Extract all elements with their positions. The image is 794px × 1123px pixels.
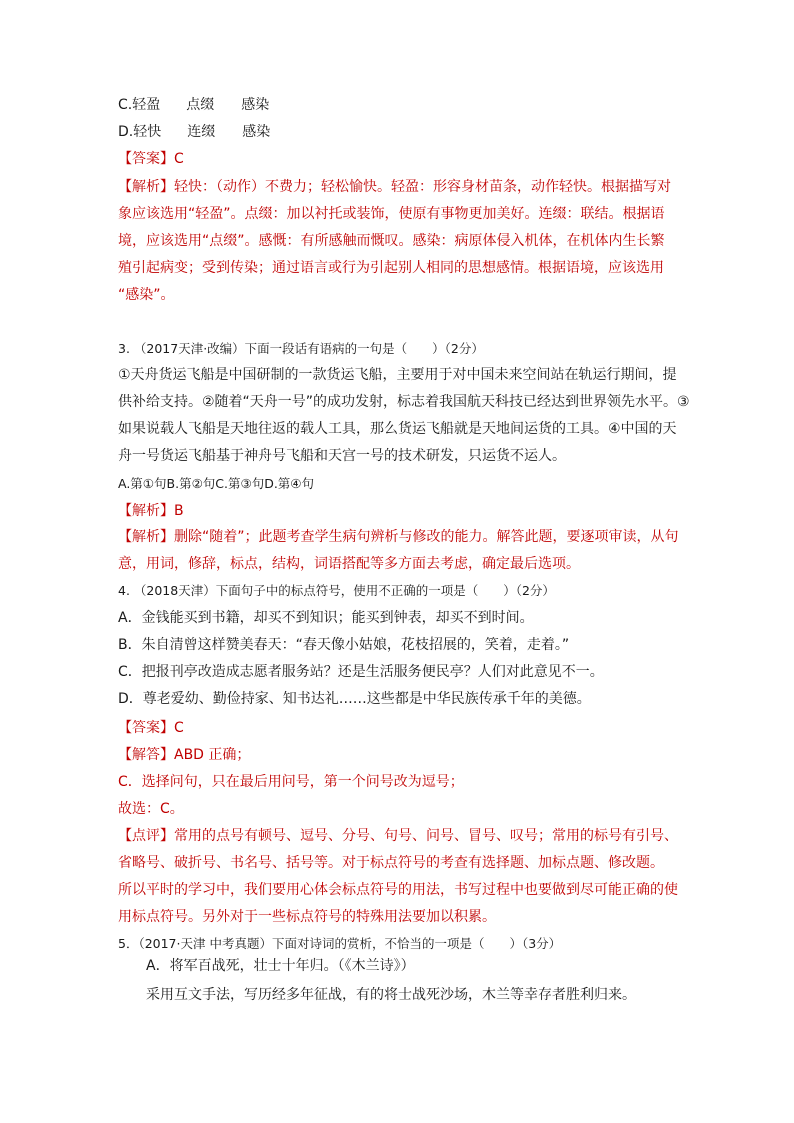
q3-stem: 3. （2017天津·改编）下面一段话有语病的一句是（ ）（2分） <box>118 341 484 356</box>
q2-analysis-line-3: 境，应该选用“点缀”。感慨：有所感触而慨叹。感染：病原体侵入机体，在机体内生长繁 <box>118 233 665 249</box>
q3-passage-line-3: 如果说载人飞船是天地往返的载人工具，那么货运飞船就是天地间运货的工具。④中国的天 <box>118 421 677 437</box>
q4-solution-tag: 【解答】 <box>118 747 174 763</box>
q3-option-d: D.第④句 <box>264 476 315 491</box>
q5-option-a-note: 采用互文手法，写历经多年征战，有的将士战死沙场，木兰等幸存者胜利归来。 <box>146 987 636 1003</box>
q2-option-c-word1: C.轻盈 <box>118 97 161 113</box>
q4-comment-line-1 <box>118 826 678 846</box>
q2-answer-value: C <box>174 151 184 167</box>
q4-comment-tag: 【点评】 <box>118 828 174 844</box>
q5-stem: 5．（2017·天津 中考真题）下面对诗词的赏析，不恰当的一项是（ ）（3分） <box>118 936 562 951</box>
q3-option-c: C.第③句 <box>215 476 265 491</box>
q3-analysis-tag: 【解析】 <box>118 529 174 545</box>
q3-analysis-line-3: 意，用词，修辞，标点，结构，词语搭配等多方面去考虑，确定最后选项。 <box>118 556 580 572</box>
q2-option-d-word2: 连缀 <box>187 124 216 140</box>
q3-option-b: B.第②句 <box>166 476 216 491</box>
q2-answer <box>118 149 184 169</box>
q2-analysis-line-2: 象应该选用“轻盈”。点缀：加以衬托或装饰，使原有事物更加美好。连缀：联结。根据语 <box>118 206 665 222</box>
q3-options <box>118 474 314 494</box>
q4-solution-line-3: 故选：C。 <box>118 801 184 817</box>
q4-solution-line-2: C．选择问句，只在最后用问号，第一个问号改为逗号； <box>118 774 464 790</box>
q4-answer-tag: 【答案】 <box>118 720 174 736</box>
q4-option-d: D．尊老爱幼、勤俭持家、知书达礼……这些都是中华民族传承千年的美德。 <box>118 691 591 707</box>
q2-analysis-tag: 【解析】 <box>118 179 174 195</box>
q2-analysis-line-1 <box>118 177 671 197</box>
q3-analysis-line-2 <box>118 527 679 547</box>
q4-stem: 4. （2018天津）下面句子中的标点符号，使用不正确的一项是（ ）（2分） <box>118 583 555 598</box>
q3-analysis-line-1 <box>118 501 184 521</box>
q2-analysis-text: 轻快：（动作）不费力；轻松愉快。轻盈：形容身材苗条，动作轻快。根据描写对 <box>174 179 671 195</box>
q2-option-d <box>118 122 270 142</box>
q4-solution-line-1 <box>118 745 250 765</box>
q3-passage-line-2: 供补给支持。②随着“天舟一号”的成功发射，标志着我国航天科技已经达到世界领先水平。③ <box>118 394 690 410</box>
q2-option-d-word1: D.轻快 <box>118 124 162 140</box>
q3-analysis-tag: 【解析】 <box>118 503 174 519</box>
q2-option-d-word3: 感染 <box>242 124 271 140</box>
q4-comment-line-3: 所以平时的学习中，我们要用心体会标点符号的用法，书写过程中也要做到尽可能正确的使 <box>118 882 678 898</box>
q4-answer <box>118 718 184 738</box>
q4-option-a: A．金钱能买到书籍，却买不到知识；能买到钟表，却买不到时间。 <box>118 610 534 626</box>
q4-comment-line-4: 用标点符号。另外对于一些标点符号的特殊用法要加以积累。 <box>118 909 496 925</box>
q4-answer-value: C <box>174 720 184 736</box>
q2-option-c-word2: 点缀 <box>186 97 215 113</box>
q2-option-c <box>118 95 269 115</box>
q2-answer-tag: 【答案】 <box>118 151 174 167</box>
q2-analysis-line-4: 殖引起病变；受到传染；通过语言或行为引起别人相同的思想感情。根据语境，应该选用 <box>118 260 664 276</box>
q5-option-a: A．将军百战死，壮士十年归。（《木兰诗》） <box>146 958 415 974</box>
q3-option-a: A.第①句 <box>118 476 167 491</box>
q3-analysis-text: 删除“随着”；此题考查学生病句辨析与修改的能力。解答此题，要逐项审读，从句 <box>174 529 679 545</box>
q2-analysis-line-5: “感染”。 <box>118 287 175 303</box>
q2-option-c-word3: 感染 <box>241 97 270 113</box>
q4-option-b: B．朱自清曾这样赞美春天：“春天像小姑娘，花枝招展的，笑着，走着。” <box>118 637 570 653</box>
q3-analysis-text: B <box>174 503 184 519</box>
q4-comment-text: 常用的点号有顿号、逗号、分号、句号、问号、冒号、叹号；常用的标号有引号、 <box>174 828 678 844</box>
q4-solution-text: ABD 正确； <box>174 747 251 763</box>
q3-passage-line-4: 舟一号货运飞船基于神舟号飞船和天宫一号的技术研发，只运货不运人。 <box>118 448 566 464</box>
q3-passage-line-1: ①天舟货运飞船是中国研制的一款货运飞船，主要用于对中国未来空间站在轨运行期间，提 <box>118 367 677 383</box>
q4-comment-line-2: 省略号、破折号、书名号、括号等。对于标点符号的考查有选择题、加标点题、修改题。 <box>118 855 664 871</box>
q4-option-c: C．把报刊亭改造成志愿者服务站？还是生活服务便民亭？人们对此意见不一。 <box>118 664 604 680</box>
